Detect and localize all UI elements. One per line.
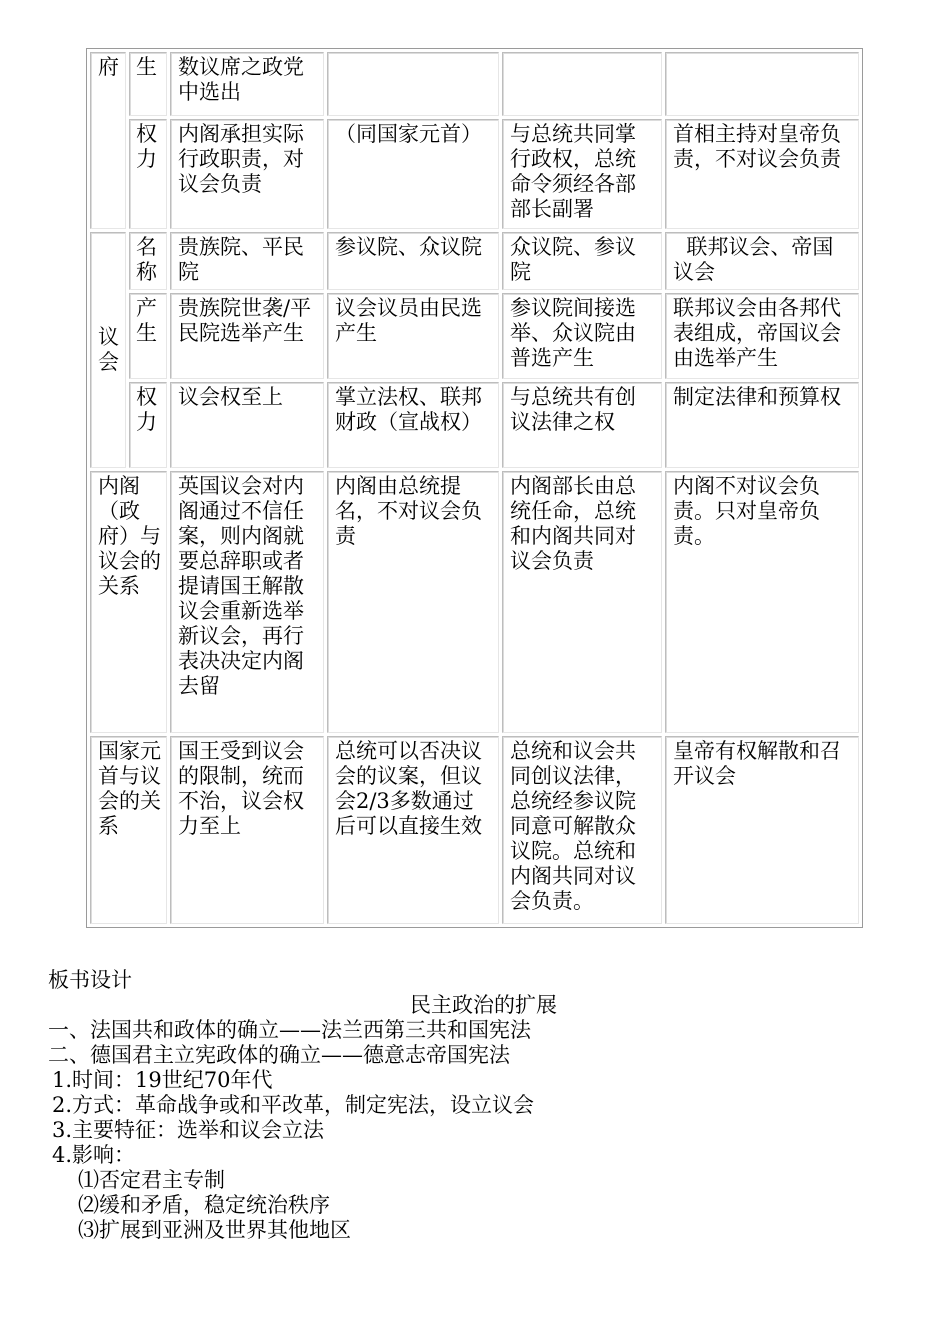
table-row	[90, 119, 859, 229]
list-item: ⑴否定君主专制	[78, 1168, 225, 1192]
table-cell	[665, 52, 859, 116]
table-cell: 内阁不对议会负责。只对皇帝负责。	[665, 471, 859, 733]
table-row	[90, 382, 859, 468]
list-item: ⑶扩展到亚洲及世界其他地区	[78, 1218, 351, 1242]
table-cell: 内阁部长由总统任命，总统和内阁共同对议会负责	[502, 471, 662, 733]
group-label-parliament: 议会	[90, 232, 126, 468]
table-cell: 内阁由总统提名，不对议会负责	[327, 471, 499, 733]
comparison-table	[86, 48, 863, 928]
row-label: 内阁（政府）与议会的关系	[90, 471, 167, 733]
group-label-government: 府	[90, 52, 126, 229]
row-label: 生	[129, 52, 167, 116]
table-cell: 与总统共同掌行政权，总统命令须经各部部长副署	[502, 119, 662, 229]
page-title: 民主政治的扩展	[410, 993, 557, 1017]
table-cell	[502, 52, 662, 116]
table-cell: 联邦议会由各邦代表组成，帝国议会由选举产生	[665, 293, 859, 379]
table-cell: 内阁承担实际行政职责，对议会负责	[170, 119, 324, 229]
table-cell: 参议院间接选举、众议院由普选产生	[502, 293, 662, 379]
table-row	[90, 471, 859, 733]
list-item: 1.时间：19世纪70年代	[52, 1068, 273, 1092]
table-cell: 参议院、众议院	[327, 232, 499, 290]
table-cell: 众议院、参议院	[502, 232, 662, 290]
row-label: 权力	[129, 119, 167, 229]
list-item: ⑵缓和矛盾，稳定统治秩序	[78, 1193, 330, 1217]
table-cell: 英国议会对内阁通过不信任案，则内阁就要总辞职或者提请国王解散议会重新选举新议会，再行表决决定内阁去留	[170, 471, 324, 733]
table-cell: 数议席之政党中选出	[170, 52, 324, 116]
table-cell: 掌立法权、联邦财政（宣战权）	[327, 382, 499, 468]
table-cell: 联邦议会、帝国议会	[665, 232, 859, 290]
table-row	[90, 232, 859, 290]
table-cell: 贵族院、平民院	[170, 232, 324, 290]
section-heading: 板书设计	[48, 968, 132, 992]
table-cell: 皇帝有权解散和召开议会	[665, 736, 859, 924]
list-item: 3.主要特征：选举和议会立法	[52, 1118, 325, 1142]
table-cell: 议会权至上	[170, 382, 324, 468]
table-cell: 议会议员由民选产生	[327, 293, 499, 379]
list-item: 一、法国共和政体的确立——法兰西第三共和国宪法	[48, 1018, 531, 1042]
table-cell: 与总统共有创议法律之权	[502, 382, 662, 468]
table-cell: 总统和议会共同创议法律，总统经参议院同意可解散众议院。总统和内阁共同对议会负责。	[502, 736, 662, 924]
table-cell: （同国家元首）	[327, 119, 499, 229]
table-row	[90, 293, 859, 379]
row-label: 产生	[129, 293, 167, 379]
table-cell: 国王受到议会的限制，统而不治，议会权力至上	[170, 736, 324, 924]
table-row	[90, 52, 859, 116]
table-cell: 制定法律和预算权	[665, 382, 859, 468]
table-cell	[327, 52, 499, 116]
table-cell: 总统可以否决议会的议案，但议会2/3多数通过后可以直接生效	[327, 736, 499, 924]
table-cell: 贵族院世袭/平民院选举产生	[170, 293, 324, 379]
row-label: 权力	[129, 382, 167, 468]
table-row	[90, 736, 859, 924]
board-design-notes	[48, 968, 908, 1243]
list-item: 4.影响：	[52, 1143, 136, 1167]
table-cell: 首相主持对皇帝负责，不对议会负责	[665, 119, 859, 229]
row-label: 国家元首与议会的关系	[90, 736, 167, 924]
list-item: 2.方式：革命战争或和平改革，制定宪法，设立议会	[52, 1093, 535, 1117]
row-label: 名称	[129, 232, 167, 290]
list-item: 二、德国君主立宪政体的确立——德意志帝国宪法	[48, 1043, 510, 1067]
